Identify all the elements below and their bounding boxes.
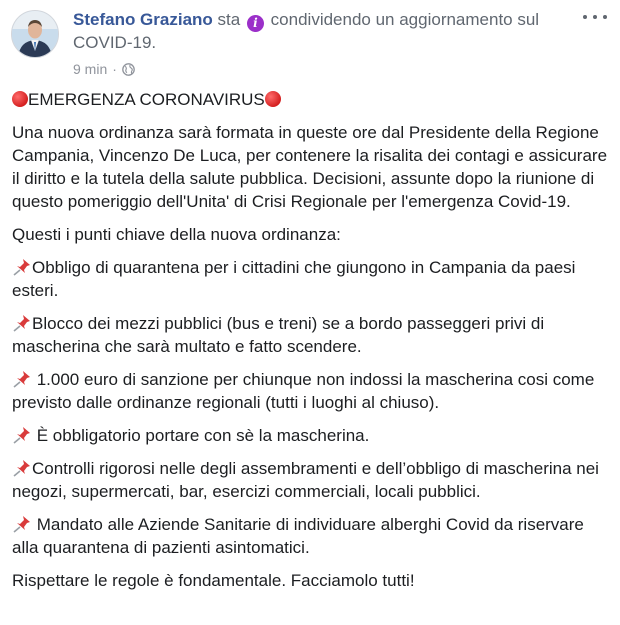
key-point bbox=[12, 312, 610, 358]
globe-icon[interactable] bbox=[122, 63, 135, 76]
post-header bbox=[73, 9, 543, 54]
activity-text: condividendo un aggiornamento sul COVID-19. bbox=[73, 10, 540, 52]
key-point bbox=[12, 256, 610, 302]
pushpin-icon bbox=[12, 459, 32, 477]
key-point bbox=[12, 368, 610, 414]
key-point bbox=[12, 513, 610, 559]
pushpin-icon bbox=[12, 426, 32, 444]
more-options-icon[interactable] bbox=[583, 10, 607, 24]
key-point bbox=[12, 457, 610, 503]
red-circle-icon bbox=[265, 91, 281, 107]
header-connector: sta bbox=[212, 10, 245, 29]
profile-photo bbox=[12, 11, 58, 57]
pushpin-icon bbox=[12, 314, 32, 332]
key-point-text: Mandato alle Aziende Sanitarie di individuare alberghi Covid da riservare alla quarantena di pazienti asintomatici. bbox=[12, 515, 584, 557]
pushpin-icon bbox=[12, 515, 32, 533]
key-point-text: È obbligatorio portare con sè la mascherina. bbox=[32, 426, 370, 445]
post-title: EMERGENZA CORONAVIRUS bbox=[28, 90, 265, 109]
author-name[interactable]: Stefano Graziano bbox=[73, 10, 213, 29]
key-point bbox=[12, 424, 610, 447]
key-point-text: 1.000 euro di sanzione per chiunque non indossi la mascherina cosi come previsto dalle ordinanze regionali (tutti i luoghi al chiuso). bbox=[12, 370, 595, 412]
meta-separator: · bbox=[112, 61, 117, 77]
post-timestamp[interactable]: 9 min bbox=[73, 61, 108, 77]
post-meta bbox=[73, 60, 135, 78]
post-body bbox=[12, 88, 610, 602]
info-icon: i bbox=[247, 15, 264, 32]
key-point-text: Obbligo di quarantena per i cittadini che giungono in Campania da paesi esteri. bbox=[12, 258, 576, 300]
points-heading: Questi i punti chiave della nuova ordinanza: bbox=[12, 225, 341, 244]
red-circle-icon bbox=[12, 91, 28, 107]
avatar[interactable] bbox=[11, 10, 59, 58]
pushpin-icon bbox=[12, 258, 32, 276]
post-closing: Rispettare le regole è fondamentale. Facciamolo tutti! bbox=[12, 571, 415, 590]
post-title-line bbox=[12, 88, 610, 111]
key-point-text: Controlli rigorosi nelle degli assembramenti e dell’obbligo di mascherina nei negozi, supermercati, bar, esercizi commerciali, locali pubblici. bbox=[12, 459, 599, 501]
post-intro: Una nuova ordinanza sarà formata in queste ore dal Presidente della Regione Campania, Vincenzo De Luca, per contenere la risalita dei contagi e assicurare il diritto e la tutela della salute pubblica. Decisioni, assunte dopo la riunione di questo pomeriggio dell'Unita' di Crisi Regionale per l'emergenza Covid-19. bbox=[12, 123, 608, 211]
pushpin-icon bbox=[12, 370, 32, 388]
key-point-text: Blocco dei mezzi pubblici (bus e treni) se a bordo passeggeri privi di mascherina che sarà multato e fatto scendere. bbox=[12, 314, 545, 356]
